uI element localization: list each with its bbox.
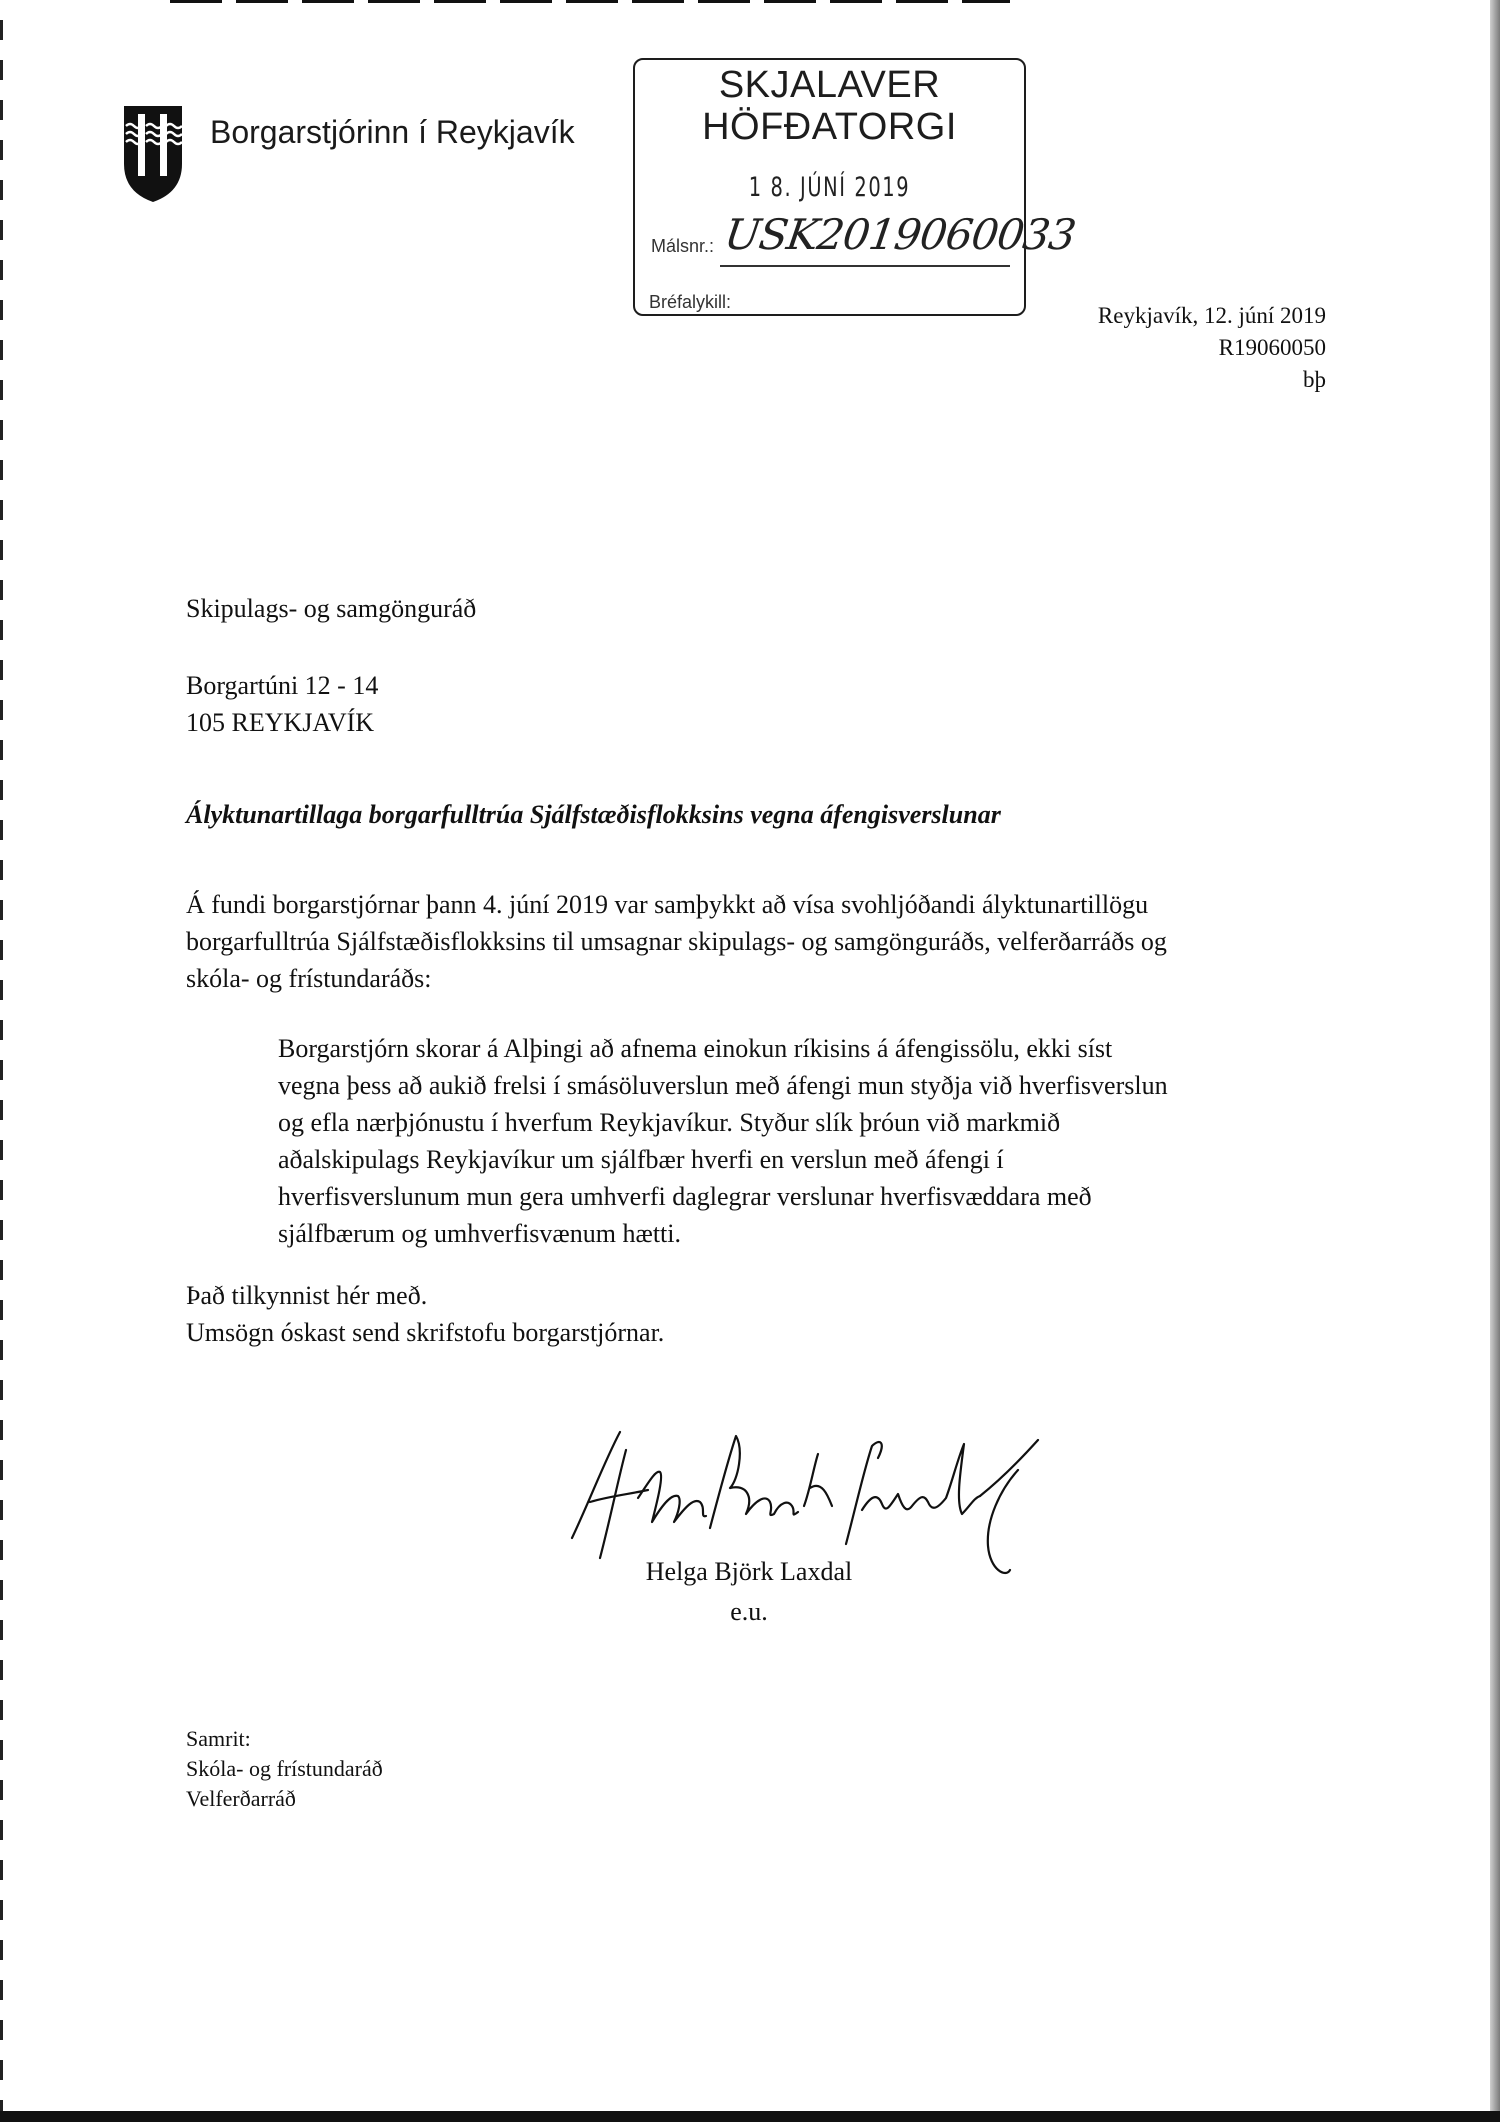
scan-left-margin	[0, 0, 3, 2122]
signer-suffix: e.u.	[730, 1597, 768, 1626]
quote-line: sjálfbærum og umhverfisvænum hætti.	[278, 1219, 681, 1248]
closing-text	[186, 1277, 664, 1351]
recipient-address	[186, 667, 378, 741]
stamp-date: 1 8. JÚNÍ 2019	[748, 172, 911, 203]
place-date: Reykjavík, 12. júní 2019	[1097, 303, 1326, 328]
quote-line: aðalskipulags Reykjavíkur um sjálfbær hverfi en verslun með áfengi í	[278, 1145, 1004, 1174]
signer-name: Helga Björk Laxdal	[645, 1557, 853, 1586]
reykjavik-coat-of-arms-icon	[122, 104, 184, 204]
closing-line: Umsögn óskast send skrifstofu borgarstjórnar.	[186, 1318, 665, 1347]
letter-subject: Ályktunartillaga borgarfulltrúa Sjálfstæðisflokksins vegna áfengisverslunar	[186, 800, 1001, 829]
body-paragraph	[186, 886, 1334, 997]
stamp-brefalykill-label: Bréfalykill:	[649, 292, 732, 312]
quote-line: vegna þess að aukið frelsi í smásöluverslun með áfengi mun styðja við hverfisverslun	[278, 1071, 1168, 1100]
received-stamp	[633, 58, 1079, 316]
scan-top-border	[170, 0, 1010, 3]
closing-line: Það tilkynnist hér með.	[186, 1281, 428, 1310]
quoted-resolution	[278, 1030, 1358, 1252]
reference-number: R19060050	[1218, 335, 1326, 360]
paragraph-line: skóla- og frístundaráðs:	[186, 964, 432, 993]
copies-block	[186, 1724, 383, 1814]
quote-line: Borgarstjórn skorar á Alþingi að afnema einokun ríkisins á áfengissölu, ekki síst	[278, 1034, 1113, 1063]
organization-name: Borgarstjórinn í Reykjavík	[210, 114, 575, 150]
scan-bottom-edge	[0, 2111, 1500, 2122]
scan-right-edge	[1490, 0, 1500, 2122]
stamp-line-2: HÖFÐATORGI	[702, 106, 957, 148]
stamp-malsnr-value: USK2019060033	[721, 210, 1079, 259]
recipient-name: Skipulags- og samgönguráð	[186, 594, 477, 623]
stamp-line-1: SKJALAVER	[718, 64, 941, 106]
quote-line: og efla nærþjónustu í hverfum Reykjavíkur. Styður slík þróun við markmið	[278, 1108, 1061, 1137]
paragraph-line: Á fundi borgarstjórnar þann 4. júní 2019 var samþykkt að vísa svohljóðandi ályktunartillögu	[186, 890, 1149, 919]
recipient-street: Borgartúni 12 - 14	[186, 671, 379, 700]
quote-line: hverfisverslunum mun gera umhverfi daglegrar verslunar hverfisvæddara með	[278, 1182, 1092, 1211]
date-reference-block	[1098, 300, 1326, 396]
copy-recipient: Velferðarráð	[186, 1786, 296, 1811]
stamp-malsnr-underline	[720, 265, 1010, 267]
recipient-city: 105 REYKJAVÍK	[186, 708, 375, 737]
copy-recipient: Skóla- og frístundaráð	[186, 1756, 383, 1781]
initials: bþ	[1303, 367, 1326, 392]
copies-label: Samrit:	[186, 1726, 251, 1751]
paragraph-line: borgarfulltrúa Sjálfstæðisflokksins til umsagnar skipulags- og samgönguráðs, velferðarráðs og	[186, 927, 1167, 956]
stamp-malsnr-label: Málsnr.:	[651, 236, 715, 256]
